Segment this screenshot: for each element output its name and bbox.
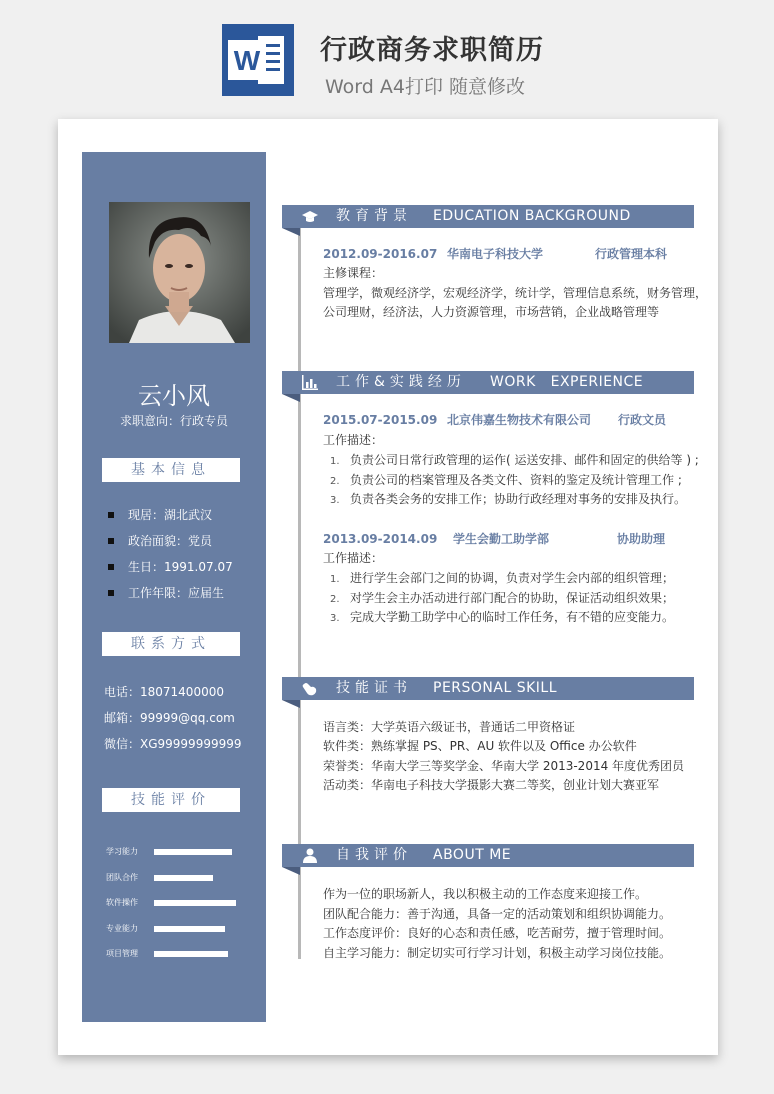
list-item: 2. 负责公司的档案管理及各类文件、资料的鉴定及统计管理工作 ; [330,472,682,487]
job-entry [323,530,683,548]
candidate-name: 云小风 [138,382,210,410]
list-item: 现居：湖北武汉 [108,502,233,528]
work-heading [282,371,694,394]
skill-label: 学习能力 [106,847,138,856]
job-entry [323,411,683,429]
about-heading-en: ABOUT ME [433,847,512,863]
skill-level-bar [154,926,225,932]
skill-level-bar [154,951,228,957]
job-role: 行政文员 [618,413,667,427]
heading-tab [282,867,300,875]
header-banner [0,0,774,110]
skill-level-bar [154,900,236,906]
about-line: 自主学习能力：制定切实可行学习计划，积极主动学习岗位技能。 [323,946,672,960]
about-line: 团队配合能力：善于沟通，具备一定的活动策划和组织协调能力。 [323,907,672,921]
word-logo-letter: W [233,45,261,76]
education-degree: 行政管理本科 [595,247,668,261]
job-period: 2015.07-2015.09 [323,413,438,427]
skill-label: 专业能力 [106,923,138,933]
contact-list [104,679,242,757]
skill-line: 活动类：华南电子科技大学摄影大赛二等奖，创业计划大赛亚军 [323,778,660,792]
education-entry [323,245,683,263]
skill-label: 团队合作 [106,872,138,882]
sidebar [82,152,266,1022]
heading-tab [282,228,300,236]
education-heading-en: EDUCATION BACKGROUND [433,208,631,224]
skill-line: 语言类：大学英语六级证书，普通话二甲资格证 [323,720,576,734]
about-heading-cn: 自我评价 [336,847,412,863]
job-duty-list [330,451,699,510]
job-company: 学生会勤工助学部 [453,532,550,546]
word-icon [222,24,294,96]
banner-subtitle: Word A4打印 随意修改 [325,76,526,98]
course-line: 公司理财，经济法，人力资源管理，市场营销，企业战略管理等 [323,305,660,319]
bar-chart-icon [302,375,318,390]
heading-tab [282,700,300,708]
skill-level-bar [154,849,232,855]
work-heading-en: WORK EXPERIENCE [490,374,644,390]
education-heading [282,205,694,228]
skill-heading-en: PERSONAL SKILL [433,680,558,696]
job-desc-label: 工作描述： [323,433,384,447]
work-heading-cn: 工作&实践经历 [336,374,466,390]
resume-page [58,119,718,1055]
list-item: 政治面貌：党员 [108,528,233,554]
skill-line: 荣誉类：华南大学三等奖学金、华南大学 2013-2014 年度优秀团员 [323,759,685,773]
pointing-hand-icon [302,681,318,696]
education-heading-cn: 教育背景 [336,208,412,224]
list-item: 1. 负责公司日常行政管理的运作( 运送安排、邮件和固定的供给等 ) ; [330,453,699,467]
course-label: 主修课程： [323,266,384,280]
phone-text: 电话：18071400000 [104,685,224,699]
job-intent: 求职意向：行政专员 [119,414,228,428]
basic-info-list [108,502,233,606]
list-item: 3. 完成大学勤工助学中心的临时工作任务，有不错的应变能力。 [330,610,675,624]
job-role: 协助助理 [617,532,666,546]
skill-line: 软件类：熟练掌握 PS、PR、AU 软件以及 Office 办公软件 [323,739,637,753]
heading-tab [282,394,300,402]
skill-heading [282,677,694,700]
graduation-cap-icon [302,209,318,224]
about-line: 作为一位的职场新人，我以积极主动的工作态度来迎接工作。 [323,887,648,901]
list-item: 1. 进行学生会部门之间的协调，负责对学生会内部的组织管理； [330,571,675,585]
profile-photo [109,202,250,343]
about-heading [282,844,694,867]
job-period: 2013.09-2014.09 [323,532,438,546]
portrait-image [109,202,250,343]
person-icon [302,848,318,863]
contact-heading: 联系方式 [102,632,240,656]
skills-heading: 技能评价 [102,788,240,812]
list-item: 工作年限：应届生 [108,580,233,606]
job-company: 北京伟嘉生物技术有限公司 [447,413,592,427]
banner-title: 行政商务求职简历 [320,35,544,66]
email-text: 邮箱：99999@qq.com [104,711,235,725]
list-item: 2. 对学生会主办活动进行部门配合的协助，保证活动组织效果； [330,590,675,605]
list-item: 生日：1991.07.07 [108,554,233,580]
skill-heading-cn: 技能证书 [336,680,412,696]
about-line: 工作态度评价：良好的心态和责任感，吃苦耐劳，擅于管理时间。 [323,926,672,940]
skill-label: 项目管理 [106,949,138,958]
education-period: 2012.09-2016.07 [323,247,438,261]
job-duty-list [330,569,674,628]
course-line: 管理学，微观经济学，宏观经济学，统计学，管理信息系统，财务管理， [323,286,708,300]
wechat-text: 微信：XG99999999999 [104,737,242,751]
list-item: 3. 负责各类会务的安排工作；协助行政经理对事务的安排及执行。 [330,492,687,506]
basic-info-heading: 基本信息 [102,458,240,482]
skill-level-bar [154,875,213,881]
skill-label: 软件操作 [106,898,138,907]
education-school: 华南电子科技大学 [447,247,544,261]
job-desc-label: 工作描述： [323,551,384,565]
